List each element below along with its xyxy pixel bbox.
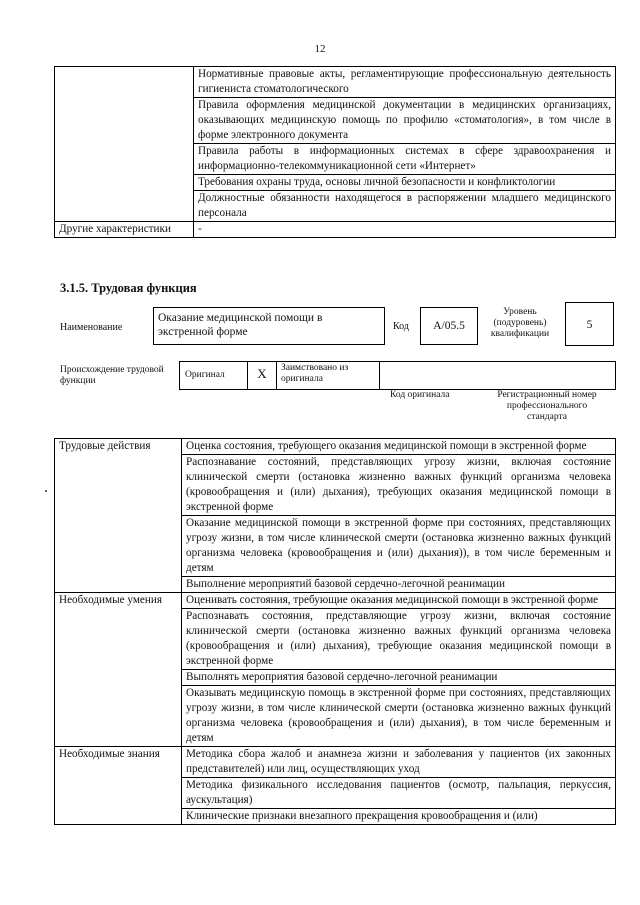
code-label: Код bbox=[393, 321, 409, 332]
table-cell: Распознавание состояний, представляющих угрозу жизни, включая состояние клинической смерти (остановка жизненно важных функций организма человека (кровообращения и (или) дыхания), требующих оказания медицинской помощи в экстренной форме bbox=[182, 455, 616, 516]
table-row bbox=[55, 747, 616, 778]
origin-code-divider bbox=[379, 361, 482, 390]
table-cell: Требования охраны труда, основы личной безопасности и конфликтологии bbox=[194, 175, 616, 191]
table-cell: Оценка состояния, требующего оказания медицинской помощи в экстренной форме bbox=[182, 439, 616, 455]
origin-label: Происхождение трудовой функции bbox=[60, 365, 164, 386]
table-cell: Клинические признаки внезапного прекращения кровообращения и (или) bbox=[182, 809, 616, 825]
table-row bbox=[55, 593, 616, 609]
required-skills-label: Необходимые умения bbox=[55, 593, 182, 747]
other-characteristics-value: - bbox=[194, 222, 616, 238]
registration-number-label: Регистрационный номер профессионального стандарта bbox=[497, 390, 597, 422]
table-cell: Оценивать состояния, требующие оказания медицинской помощи в экстренной форме bbox=[182, 593, 616, 609]
code-value: A/05.5 bbox=[433, 320, 465, 332]
scan-dot bbox=[45, 490, 47, 492]
table-cell: Правила работы в информационных системах в сфере здравоохранения и информационно-телекоммуникационной сети «Интернет» bbox=[194, 144, 616, 175]
top-knowledge-table bbox=[54, 66, 616, 238]
table-cell: Выполнение мероприятий базовой сердечно-легочной реанимации bbox=[182, 577, 616, 593]
table-cell: Правила оформления медицинской документации в медицинских организациях, оказывающих медицинскую помощь по профилю «стоматология», в том числе в форме электронного документа bbox=[194, 98, 616, 144]
table-cell: Методика физикального исследования пациентов (осмотр, пальпация, перкуссия, аускультация) bbox=[182, 778, 616, 809]
original-mark: X bbox=[257, 366, 267, 381]
other-characteristics-label: Другие характеристики bbox=[55, 222, 194, 238]
table-cell: Оказывать медицинскую помощь в экстренной форме при состояниях, представляющих угрозу жизни, в том числе клинической смерти (остановка жизненно важных функций организма человека (кровообращения и (или) дыхания), в том числе беременным и детям bbox=[182, 686, 616, 747]
table-cell: Распознавать состояния, представляющие угрозу жизни, включая состояние клинической смерти (остановка жизненно важных функций организма человека (кровообращения и (или) дыхания), требующие оказания медицинской помощи в экстренной форме bbox=[182, 609, 616, 670]
qualification-level-label: Уровень (подуровень) квалификации bbox=[490, 307, 550, 339]
row-label-empty bbox=[55, 67, 194, 222]
table-row-other bbox=[55, 222, 616, 238]
name-label: Наименование bbox=[60, 322, 123, 333]
original-code-label: Код оригинала bbox=[390, 390, 450, 400]
original-label: Оригинал bbox=[185, 370, 225, 380]
labor-function-table bbox=[54, 438, 616, 825]
page-number: 12 bbox=[314, 43, 326, 55]
table-cell: Выполнять мероприятия базовой сердечно-легочной реанимации bbox=[182, 670, 616, 686]
labor-actions-label: Трудовые действия bbox=[55, 439, 182, 593]
level-value: 5 bbox=[586, 319, 593, 331]
table-cell: Должностные обязанности находящегося в распоряжении младшего медицинского персонала bbox=[194, 191, 616, 222]
table-row bbox=[55, 439, 616, 455]
table-cell: Оказание медицинской помощи в экстренной форме при состояниях, представляющих угрозу жизни, в том числе клинической смерти (остановка жизненно важных функций организма человека (кровообращения и (или) дыхания)), в том числе беременным и детям bbox=[182, 516, 616, 577]
borrowed-label: Заимствовано из оригинала bbox=[281, 363, 349, 384]
section-title: 3.1.5. Трудовая функция bbox=[60, 281, 197, 295]
name-value: Оказание медицинской помощи в экстренной форме bbox=[158, 312, 323, 338]
table-cell: Нормативные правовые акты, регламентирующие профессиональную деятельность гигиениста стоматологического bbox=[194, 67, 616, 98]
required-knowledge-label: Необходимые знания bbox=[55, 747, 182, 825]
table-cell: Методика сбора жалоб и анамнеза жизни и заболевания у пациентов (их законных представителей) или лиц, осуществляющих уход bbox=[182, 747, 616, 778]
table-row bbox=[55, 67, 616, 98]
